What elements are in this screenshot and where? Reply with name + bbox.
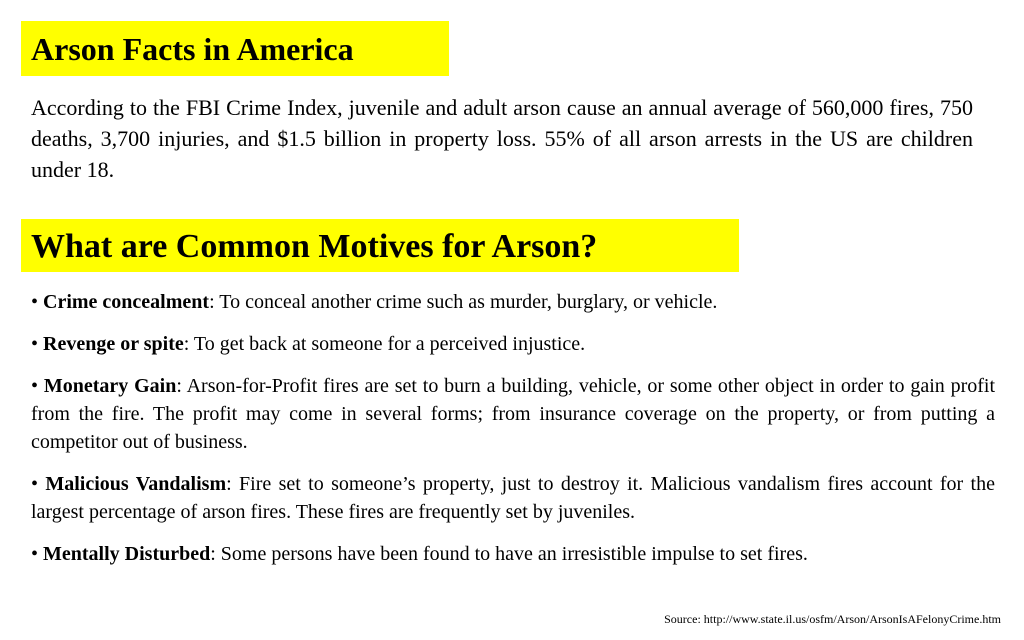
list-item-crime-concealment	[31, 288, 995, 316]
bullet-icon: •	[31, 543, 39, 565]
bullet-icon: •	[31, 333, 39, 355]
motive-description: : Arson-for-Profit fires are set to burn a building, vehicle, or some other object in order to gain profit from the fire. The profit may come in several forms; from insurance coverage on the property, or from putting a competitor out of business.	[31, 375, 996, 453]
motive-description: : Some persons have been found to have an irresistible impulse to set fires.	[210, 543, 808, 565]
motives-list	[31, 288, 995, 582]
list-item-monetary-gain	[31, 372, 995, 456]
list-item-malicious-vandalism	[31, 470, 995, 526]
motive-description: : To conceal another crime such as murder, burglary, or vehicle.	[209, 291, 718, 313]
motive-description: : To get back at someone for a perceived injustice.	[183, 333, 586, 355]
motive-term: Mentally Disturbed	[43, 543, 211, 565]
bullet-icon: •	[31, 473, 39, 495]
motive-term: Malicious Vandalism	[45, 473, 227, 495]
list-item-revenge	[31, 330, 995, 358]
intro-paragraph: According to the FBI Crime Index, juvenile and adult arson cause an annual average of 560,000 fires, 750 deaths, 3,700 injuries, and $1.5 billion in property loss. 55% of all arson arrests in the US are children under 18.	[31, 95, 973, 182]
motive-term: Crime concealment	[43, 291, 210, 313]
list-item-mentally-disturbed	[31, 540, 995, 568]
bullet-icon: •	[31, 375, 39, 397]
section-title-motives: What are Common Motives for Arson?	[21, 219, 739, 272]
motive-term: Revenge or spite	[43, 333, 184, 355]
motive-term: Monetary Gain	[43, 375, 177, 397]
source-citation: Source: http://www.state.il.us/osfm/Arson/ArsonIsAFelonyCrime.htm	[664, 612, 1001, 626]
bullet-icon: •	[31, 291, 39, 313]
section-title-arson-facts: Arson Facts in America	[21, 21, 449, 76]
motive-description: : Fire set to someone’s property, just to destroy it. Malicious vandalism fires account for the largest percentage of arson fires. These fires are frequently set by juveniles.	[31, 473, 995, 523]
